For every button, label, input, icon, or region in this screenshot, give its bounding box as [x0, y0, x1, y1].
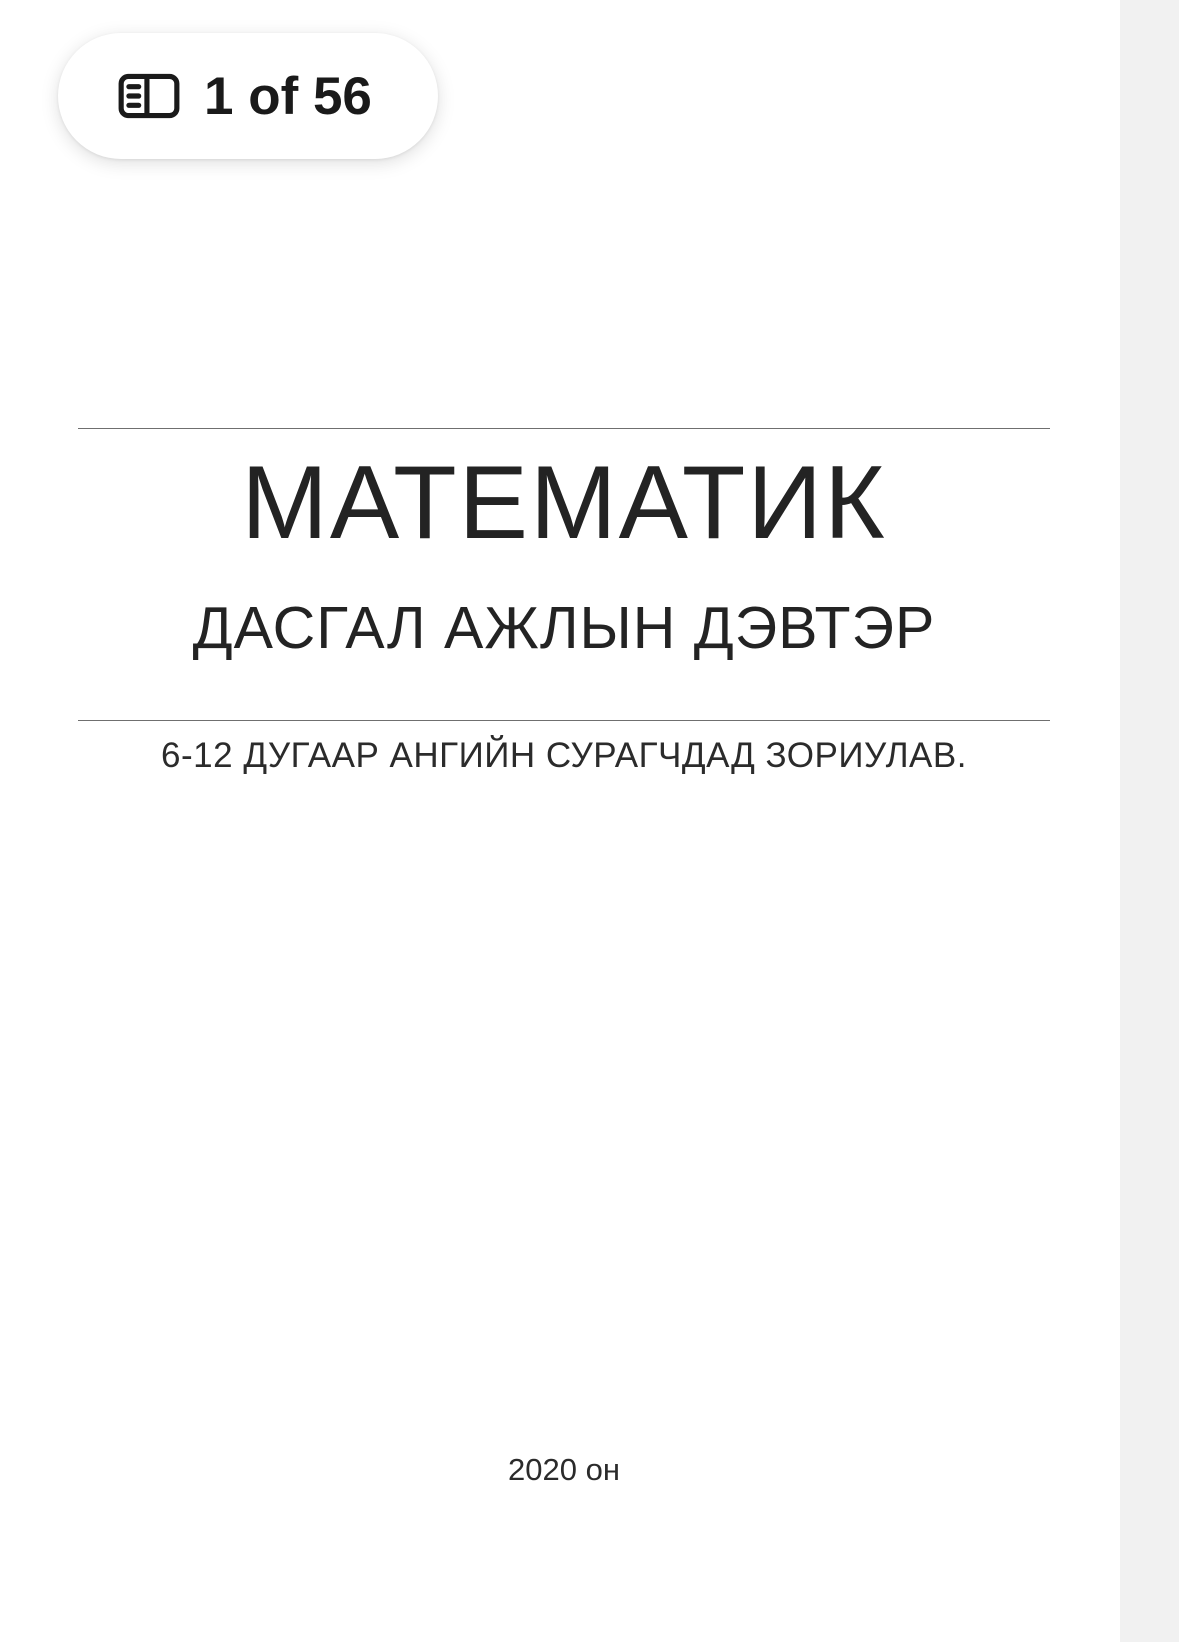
document-subtitle: ДАСГАЛ АЖЛЫН ДЭВТЭР [192, 595, 936, 661]
page-layout-icon [116, 63, 182, 129]
document-year: 2020 он [508, 1452, 620, 1487]
document-audience-line: 6-12 ДУГААР АНГИЙН СУРАГЧДАД ЗОРИУЛАВ. [161, 736, 967, 775]
title-rule-top [78, 428, 1050, 429]
title-rule-bottom [78, 720, 1050, 721]
page-indicator-label: 1 of 56 [204, 66, 372, 126]
document-title: МАТЕМАТИК [241, 445, 887, 561]
page-indicator[interactable] [58, 33, 438, 159]
page-gutter [1120, 0, 1179, 1642]
